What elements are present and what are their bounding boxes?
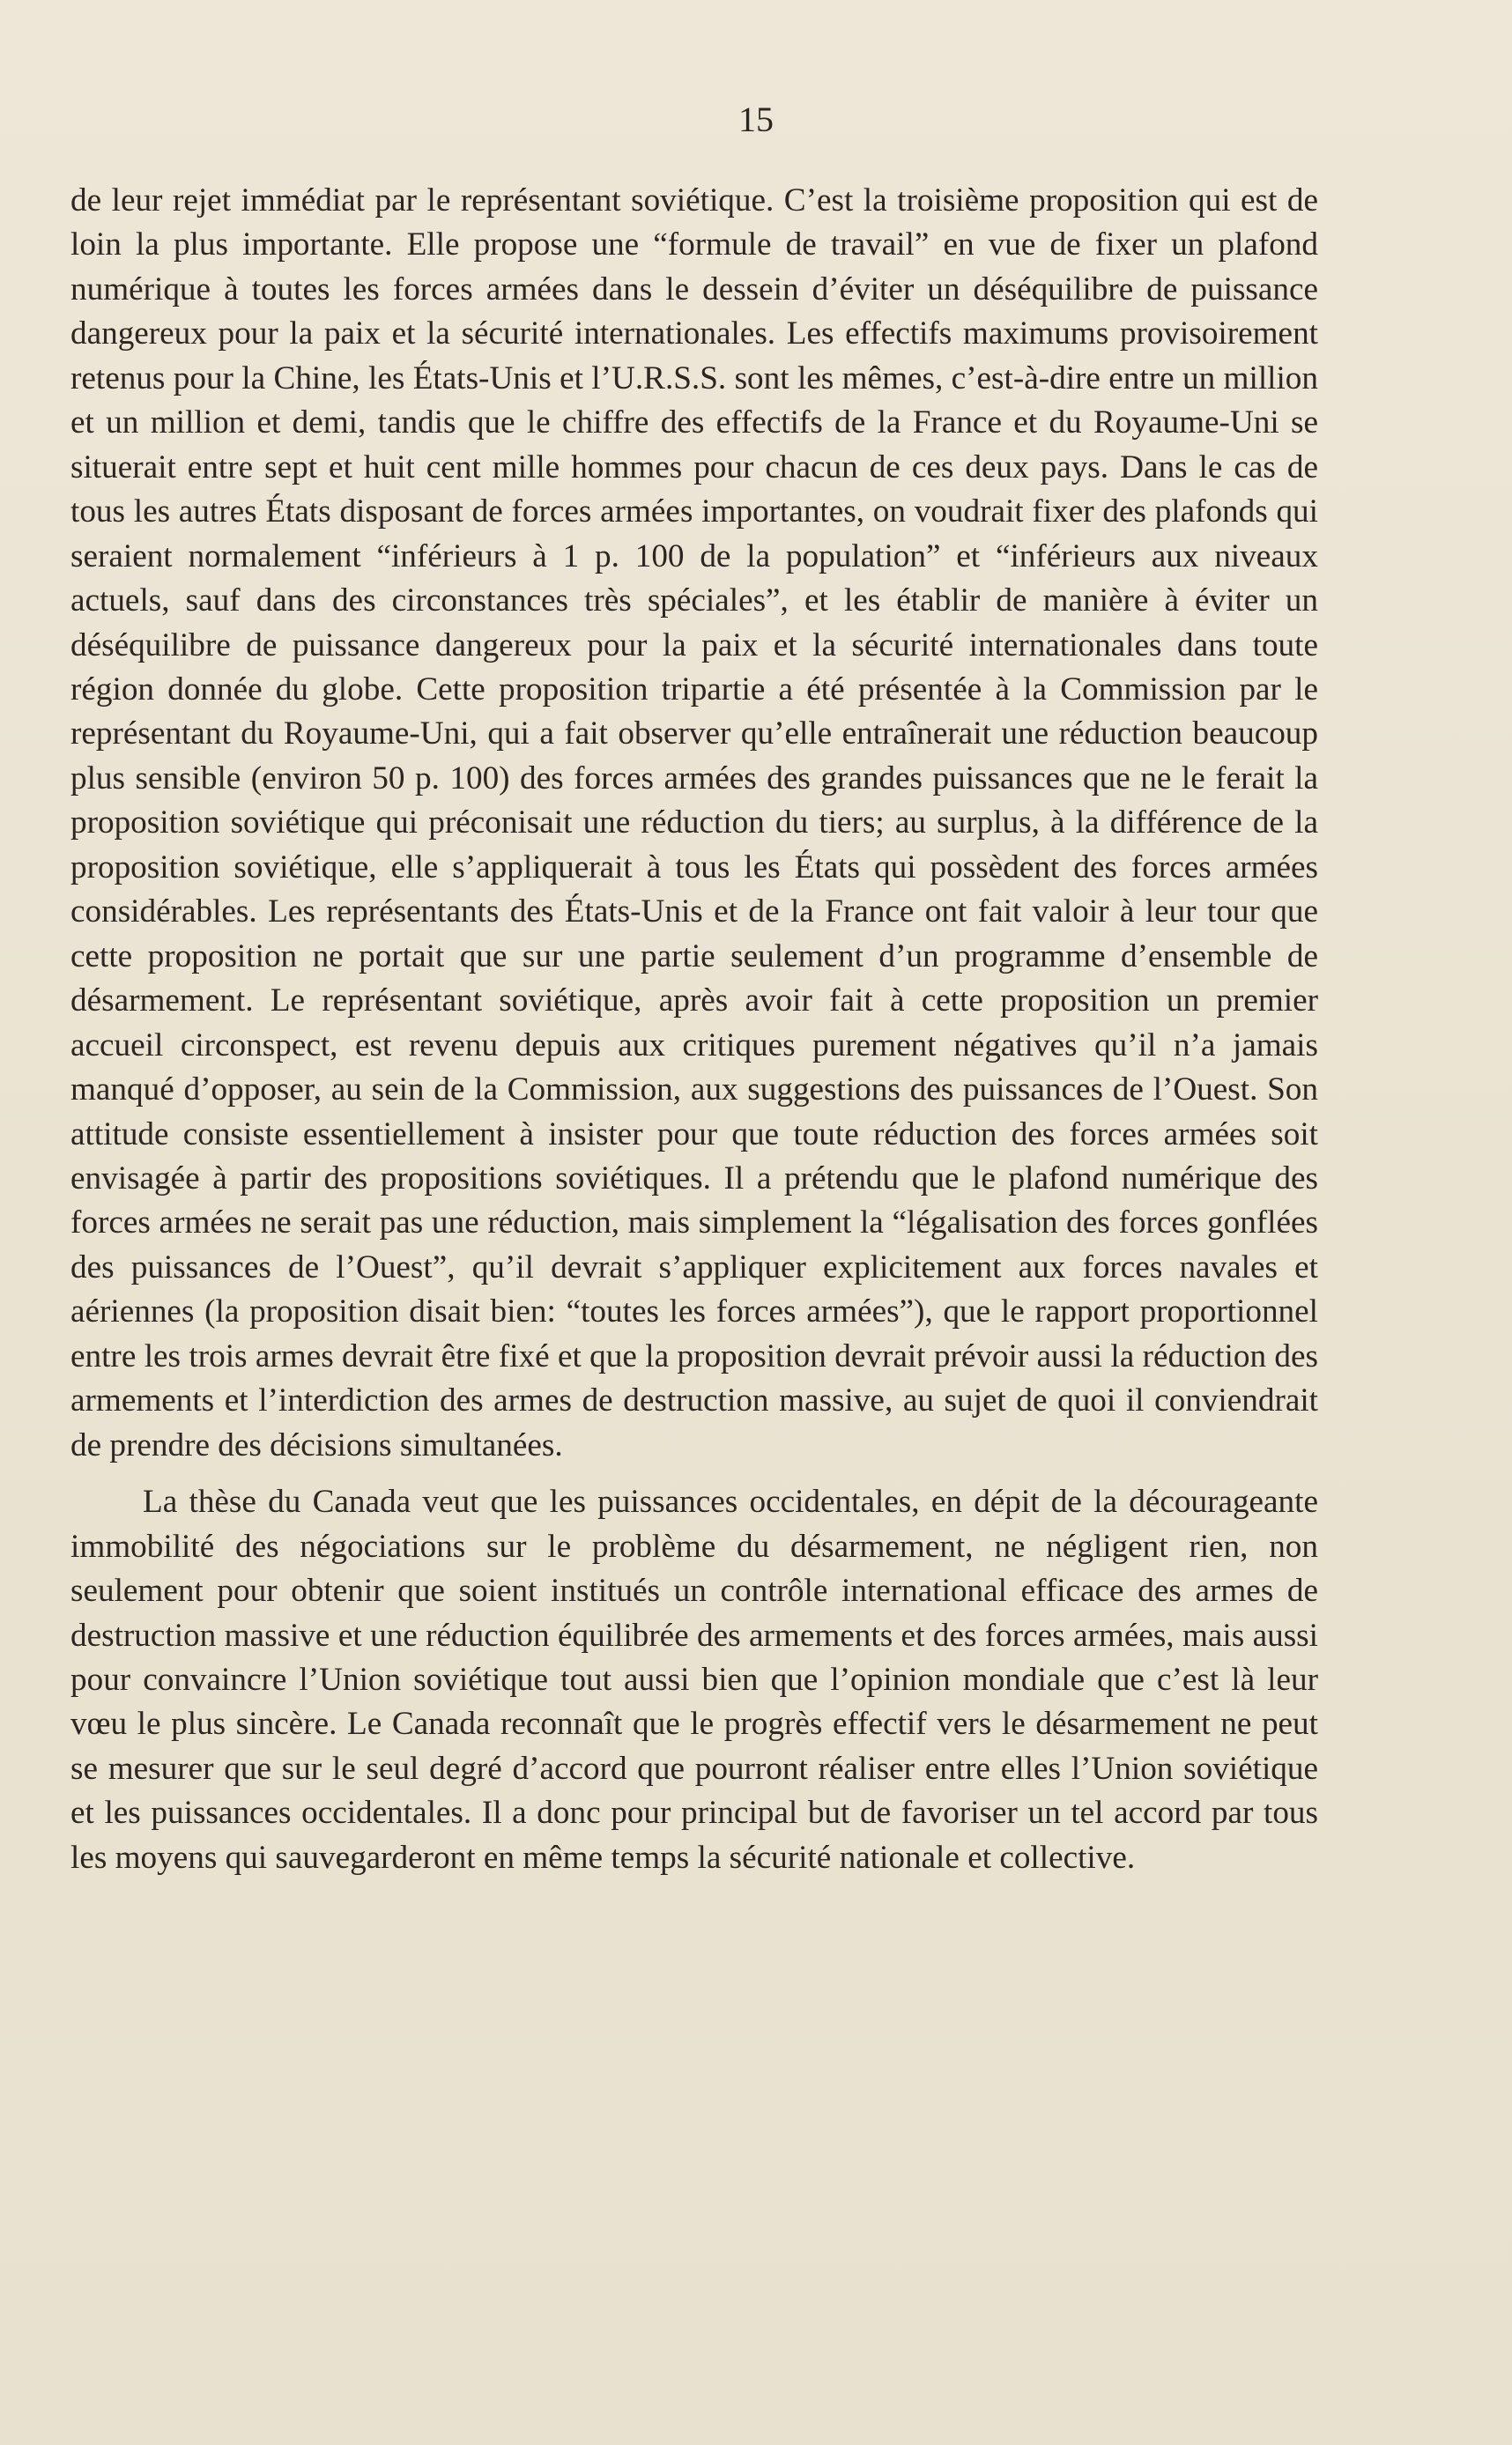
paragraph: La thèse du Canada veut que les puissances occidentales, en dépit de la décourageante immobilité des négociations sur le problème du désarmement, ne négligent rien, non seulement pour obtenir que soient institués un contrôle international efficace des armes de destruction massive et une réduction équilibrée des armements et des forces armées, mais aussi pour convaincre l’Union soviétique tout aussi bien que l’opinion mondiale que c’est là leur vœu le plus sincère. Le Canada reconnaît que le progrès effectif vers le désarmement ne peut se mesurer que sur le seul degré d’accord que pourront réaliser entre elles l’Union soviétique et les puissances occidentales. Il a donc pour principal but de favoriser un tel accord par tous les moyens qui sauvegarderont en même temps la sécurité nationale et collective. [70,1484,1318,1876]
paragraph: de leur rejet immédiat par le représentant soviétique. C’est la troisième proposition qui est de loin la plus importante. Elle propose une “formule de travail” en vue de fixer un plafond numérique à toutes les forces armées dans le dessein d’éviter un déséquilibre de puissance dangereux pour la paix et la sécurité internationales. Les effectifs maximums provisoirement retenus pour la Chine, les États-Unis et l’U.R.S.S. sont les mêmes, c’est-à-dire entre un million et un million et demi, tandis que le chiffre des effectifs de la France et du Royaume-Uni se situerait entre sept et huit cent mille hommes pour chacun de ces deux pays. Dans le cas de tous les autres États disposant de forces armées importantes, on voudrait fixer des plafonds qui seraient normalement “inférieurs à 1 p. 100 de la population” et “inférieurs aux niveaux actuels, sauf dans des circonstances très spéciales”, et les établir de manière à éviter un déséquilibre de puissance dangereux pour la paix et la sécurité internationales dans toute région donnée du globe. Cette proposition tripartie a été présentée à la Commission par le représentant du Royaume-Uni, qui a fait observer qu’elle entraînerait une réduction beaucoup plus sensible (environ 50 p. 100) des forces armées des grandes puissances que ne le ferait la proposition soviétique qui préconisait une réduction du tiers; au surplus, à la différence de la proposition soviétique, elle s’appliquerait à tous les États qui possèdent des forces armées considérables. Les représentants des États-Unis et de la France ont fait valoir à leur tour que cette proposition ne portait que sur une partie seulement d’un programme d’ensemble de désarmement. Le représentant soviétique, après avoir fait à cette proposition un premier accueil circonspect, est revenu depuis aux critiques purement négatives qu’il n’a jamais manqué d’opposer, au sein de la Commission, aux suggestions des puissances de l’Ouest. Son attitude consiste essentiellement à insister pour que toute réduction des forces armées soit envisagée à partir des propositions soviétiques. Il a prétendu que le plafond numérique des forces armées ne serait pas une réduction, mais simplement la “légalisation des forces gonflées des puissances de l’Ouest”, qu’il devrait s’appliquer explicitement aux forces navales et aériennes (la proposition disait bien: “toutes les forces armées”), que le rapport proportionnel entre les trois armes devrait être fixé et que la proposition devrait prévoir aussi la réduction des armements et l’interdiction des armes de destruction massive, au sujet de quoi il conviendrait de prendre des décisions simultanées. [70,182,1318,1463]
page-number: 15 [738,100,774,139]
body-text [70,179,1318,1880]
